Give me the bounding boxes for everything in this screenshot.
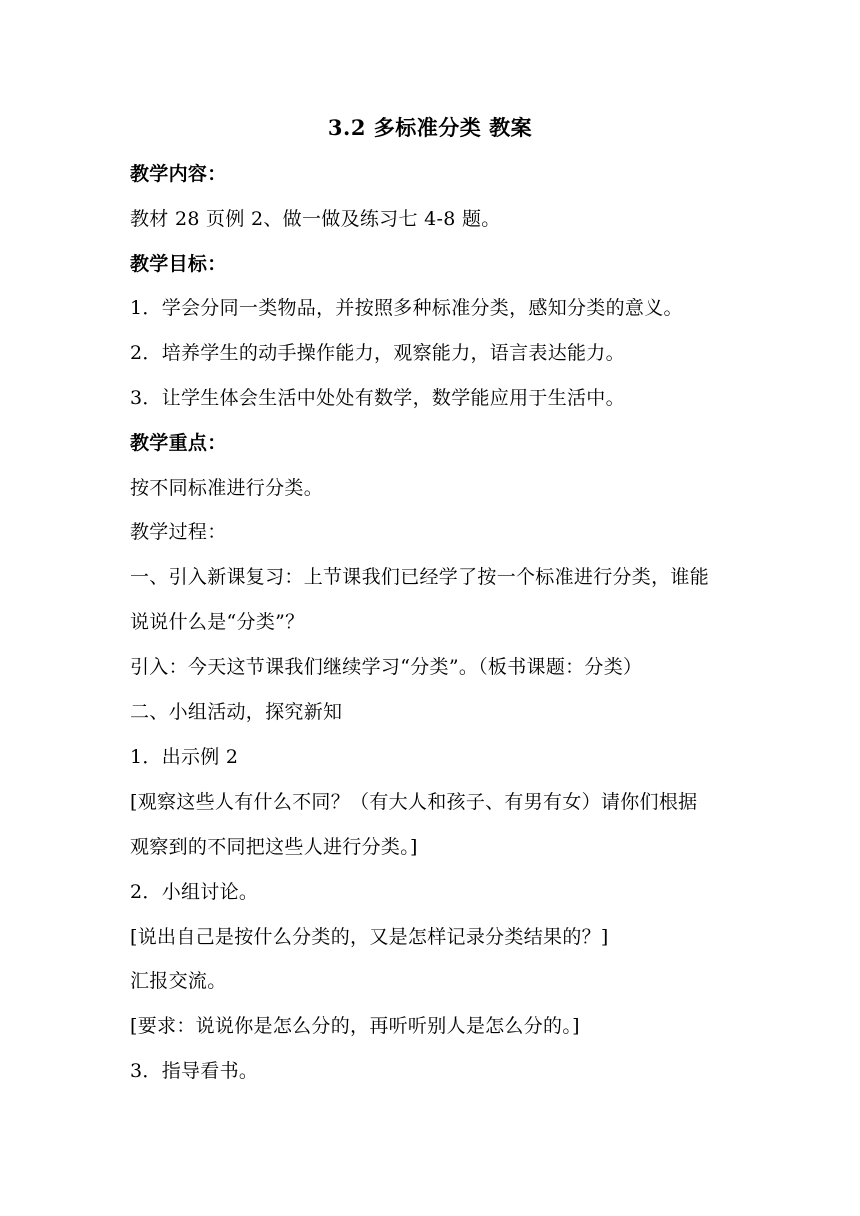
paragraph-line: 二、小组活动，探究新知 bbox=[130, 701, 343, 723]
heading-teaching-process: 教学过程： bbox=[130, 521, 227, 543]
heading-teaching-content: 教学内容： bbox=[130, 163, 227, 185]
paragraph-line: 汇报交流。 bbox=[130, 970, 227, 992]
paragraph-line: [要求：说说你是怎么分的，再听听别人是怎么分的。] bbox=[130, 1015, 580, 1037]
paragraph-line: 引入：今天这节课我们继续学习“分类”。（板书课题：分类） bbox=[130, 656, 643, 678]
paragraph-line: [说出自己是按什么分类的，又是怎样记录分类结果的？] bbox=[130, 926, 609, 948]
paragraph-line: 2．小组讨论。 bbox=[130, 881, 259, 903]
paragraph-line: 3．指导看书。 bbox=[130, 1060, 259, 1082]
paragraph-line: 1．学会分同一类物品，并按照多种标准分类，感知分类的意义。 bbox=[130, 297, 683, 319]
paragraph-line: 观察到的不同把这些人进行分类。] bbox=[130, 836, 418, 858]
heading-teaching-focus: 教学重点： bbox=[130, 432, 227, 454]
paragraph-line: 1．出示例 2 bbox=[130, 746, 239, 768]
paragraph-line: 一、引入新课复习：上节课我们已经学了按一个标准进行分类，谁能 bbox=[130, 566, 710, 588]
paragraph-line: [观察这些人有什么不同？（有大人和孩子、有男有女）请你们根据 bbox=[130, 791, 698, 813]
paragraph-line: 教材 28 页例 2、做一做及练习七 4-8 题。 bbox=[130, 208, 501, 230]
paragraph-line: 2．培养学生的动手操作能力，观察能力，语言表达能力。 bbox=[130, 342, 625, 364]
heading-teaching-goals: 教学目标： bbox=[130, 253, 227, 275]
paragraph-line: 按不同标准进行分类。 bbox=[130, 477, 324, 499]
paragraph-line: 3．让学生体会生活中处处有数学，数学能应用于生活中。 bbox=[130, 387, 625, 409]
paragraph-line: 说说什么是“分类”？ bbox=[130, 611, 305, 633]
document-title: 3.2 多标准分类 教案 bbox=[327, 115, 533, 140]
